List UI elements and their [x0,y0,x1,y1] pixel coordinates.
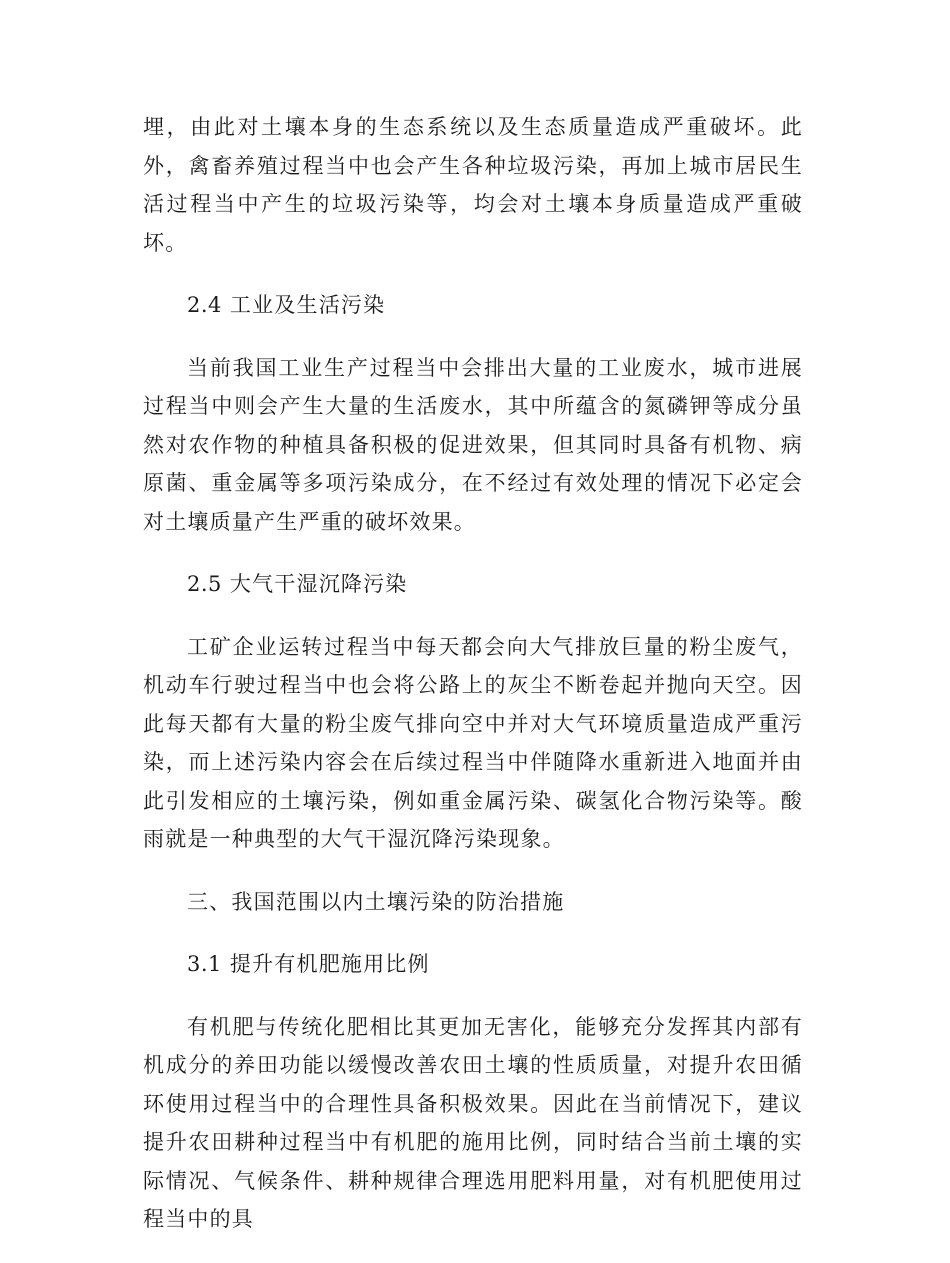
chapter-heading-3 [143,883,803,922]
section-number: 2.5 [187,572,222,596]
chapter-title: 三、我国范围以内土壤污染的防治措施 [187,889,565,914]
paragraph-industrial-pollution: 当前我国工业生产过程当中会排出大量的工业废水，城市进展过程当中则会产生大量的生活废水，其中所蕴含的氮磷钾等成分虽然对农作物的种植具备积极的促进效果，但其同时具备有机物、病原菌、重金属等多项污染成分，在不经过有效处理的情况下必定会对土壤质量产生严重的破坏效果。 [143,355,803,534]
section-title: 工业及生活污染 [229,293,386,317]
section-heading-3-1 [143,945,803,984]
document-body [143,108,803,1263]
section-number: 3.1 [187,952,222,976]
section-heading-2-5 [143,565,803,604]
section-title: 大气干湿沉降污染 [229,572,408,596]
section-title: 提升有机肥施用比例 [229,952,430,976]
section-number: 2.4 [187,293,222,317]
paragraph-organic-fertilizer: 有机肥与传统化肥相比其更加无害化，能够充分发挥其内部有机成分的养田功能以缓慢改善农田土壤的性质质量，对提升农田循环使用过程当中的合理性具备积极效果。因此在当前情况下，建议提升农田耕种过程当中有机肥的施用比例，同时结合当前土壤的实际情况、气候条件、耕种规律合理选用肥料用量，对有机肥使用过程当中的具 [143,1014,803,1231]
paragraph-continued: 埋，由此对土壤本身的生态系统以及生态质量造成严重破坏。此外，禽畜养殖过程当中也会产生各种垃圾污染，再加上城市居民生活过程当中产生的垃圾污染等，均会对土壤本身质量造成严重破坏。 [143,115,803,255]
paragraph-atmospheric-deposition: 工矿企业运转过程当中每天都会向大气排放巨量的粉尘废气，机动车行驶过程当中也会将公路上的灰尘不断卷起并抛向天空。因此每天都有大量的粉尘废气排向空中并对大气环境质量造成严重污染，而上述污染内容会在后续过程当中伴随降水重新进入地面并由此引发相应的土壤污染，例如重金属污染、碳氢化合物污染等。酸雨就是一种典型的大气干湿沉降污染现象。 [143,634,803,851]
section-heading-2-4 [143,286,803,325]
